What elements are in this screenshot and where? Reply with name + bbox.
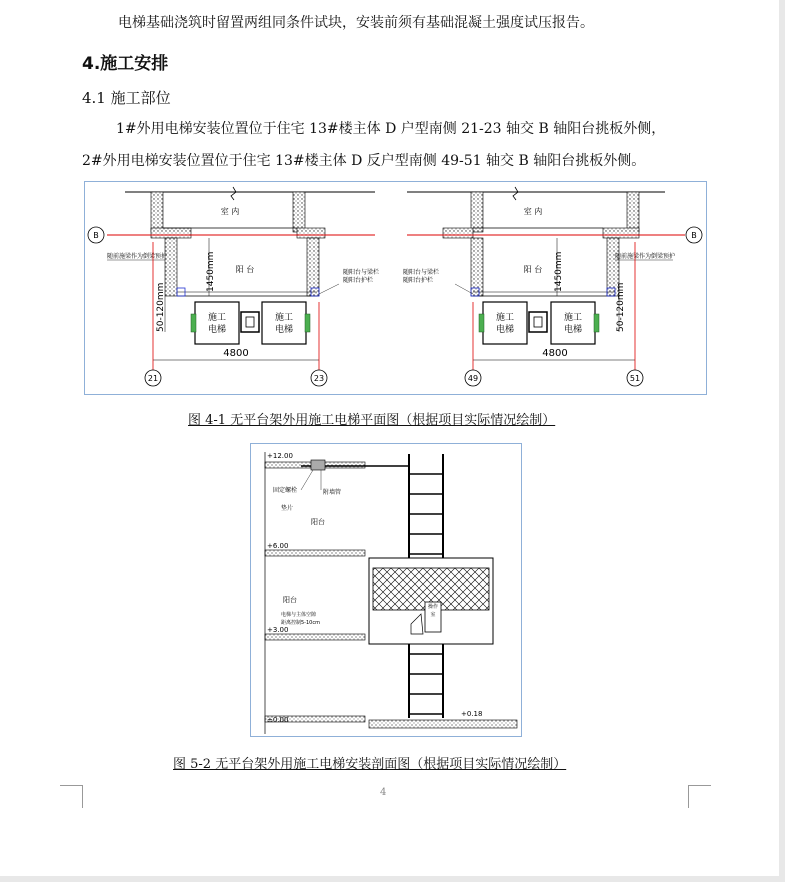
left-column-wall xyxy=(151,192,163,232)
right-note-left-1: 随阳台与梁栏 xyxy=(403,269,440,276)
label-operator-2: 室 xyxy=(430,612,436,618)
elev-top: +12.00 xyxy=(267,452,293,460)
page-edge-bottom xyxy=(0,876,785,882)
left-note-left: 随前施梁作为倒梁预护 xyxy=(107,253,168,260)
right-dim-depth: 1450mm xyxy=(554,251,564,292)
left-plan xyxy=(88,187,379,386)
left-plan-cage-2-text-1: 施工 xyxy=(274,313,294,323)
left-plan-cage-1-text-2: 电梯 xyxy=(207,325,227,335)
left-axis-23-label: 23 xyxy=(313,374,325,383)
section-heading: 4.施工安排 xyxy=(82,54,169,74)
figure-4-1-caption: 图 4-1 无平台架外用施工电梯平面图（根据项目实际情况绘制） xyxy=(188,413,556,428)
right-column-wall xyxy=(293,192,305,232)
crop-mark-left xyxy=(60,785,83,808)
right-axis-51-label: 51 xyxy=(629,374,641,383)
left-plan-cage-1 xyxy=(195,302,239,344)
left-axis-21-label: 21 xyxy=(147,374,159,383)
section-svg xyxy=(251,444,521,736)
left-dim-depth: 1450mm xyxy=(206,251,216,292)
figure-section-drawing xyxy=(250,443,522,737)
figure-plan-drawing xyxy=(84,181,707,395)
intro-paragraph: 电梯基础浇筑时留置两组同条件试块，安装前须有基础混凝土强度试压报告。 xyxy=(118,15,594,31)
paragraph-line-1: 1#外用电梯安装位置位于住宅 13#楼主体 D 户型南侧 21-23 轴交 B 轴阳台挑板外侧， xyxy=(116,121,666,137)
label-gap-2: 距离控制5-10cm xyxy=(281,620,320,626)
right-dim-gap: 50-120mm xyxy=(616,282,626,332)
right-plan-cage-1 xyxy=(483,302,527,344)
slab-3m xyxy=(265,634,365,640)
crop-mark-right xyxy=(688,785,711,808)
right-axis-49-label: 49 xyxy=(467,374,479,383)
page-edge-right xyxy=(779,0,785,882)
right-dim-width: 4800 xyxy=(542,348,568,359)
right-plan xyxy=(403,187,702,386)
label-gap-1: 电梯与主体空隙 xyxy=(281,612,317,618)
right-axis-b-label: B xyxy=(691,231,697,240)
label-pipe: 附墙管 xyxy=(323,489,342,496)
right-plan-cage-2-text-1: 施工 xyxy=(563,313,583,323)
right-balcony-label: 阳 台 xyxy=(523,265,543,274)
elev-0: ±0.00 xyxy=(267,716,289,724)
figure-5-2-caption: 图 5-2 无平台架外用施工电梯安装剖面图（根据项目实际情况绘制） xyxy=(173,757,567,772)
left-plan-mast xyxy=(241,312,259,332)
left-dim-width: 4800 xyxy=(223,348,249,359)
left-room-label: 室 内 xyxy=(220,207,240,216)
elev-ground: +0.18 xyxy=(461,710,483,718)
label-balcony-top: 阳台 xyxy=(311,518,325,526)
right-plan-cage-1-text-1: 施工 xyxy=(495,313,515,323)
label-balcony: 阳台 xyxy=(283,596,297,604)
elev-3: +3.00 xyxy=(267,626,289,634)
left-plan-cage-2-text-2: 电梯 xyxy=(274,325,294,335)
left-plan-cage-1-text-1: 施工 xyxy=(207,313,227,323)
right-note-right: 随前施梁作为倒梁预护 xyxy=(615,253,676,260)
plan-svg xyxy=(85,182,706,394)
elev-6: +6.00 xyxy=(267,542,289,550)
label-plate: 垫片 xyxy=(281,505,294,512)
left-balcony-label: 阳 台 xyxy=(235,265,255,274)
ground-base xyxy=(369,720,517,728)
right-plan-mast xyxy=(529,312,547,332)
left-note-right-1: 随阳台与梁栏 xyxy=(343,269,380,276)
right-room-label: 室 内 xyxy=(523,207,543,216)
label-operator-1: 操作 xyxy=(427,604,439,610)
left-note-right-2: 随阳台护栏 xyxy=(343,277,374,284)
left-dim-gap: 50-120mm xyxy=(156,282,166,332)
right-note-left-2: 随阳台护栏 xyxy=(403,277,434,284)
slab-6m xyxy=(265,550,365,556)
left-axis-b-label: B xyxy=(93,231,99,240)
right-plan-cage-1-text-2: 电梯 xyxy=(495,325,515,335)
subsection-heading: 4.1 施工部位 xyxy=(82,89,171,107)
right-plan-cage-2 xyxy=(551,302,595,344)
left-plan-cage-2 xyxy=(262,302,306,344)
right-plan-cage-2-text-2: 电梯 xyxy=(563,325,583,335)
label-bolt: 固定螺栓 xyxy=(273,487,298,494)
page-number: 4 xyxy=(380,787,387,798)
paragraph-line-2: 2#外用电梯安装位置位于住宅 13#楼主体 D 反户型南侧 49-51 轴交 B 轴阳台挑板外侧。 xyxy=(82,153,646,169)
